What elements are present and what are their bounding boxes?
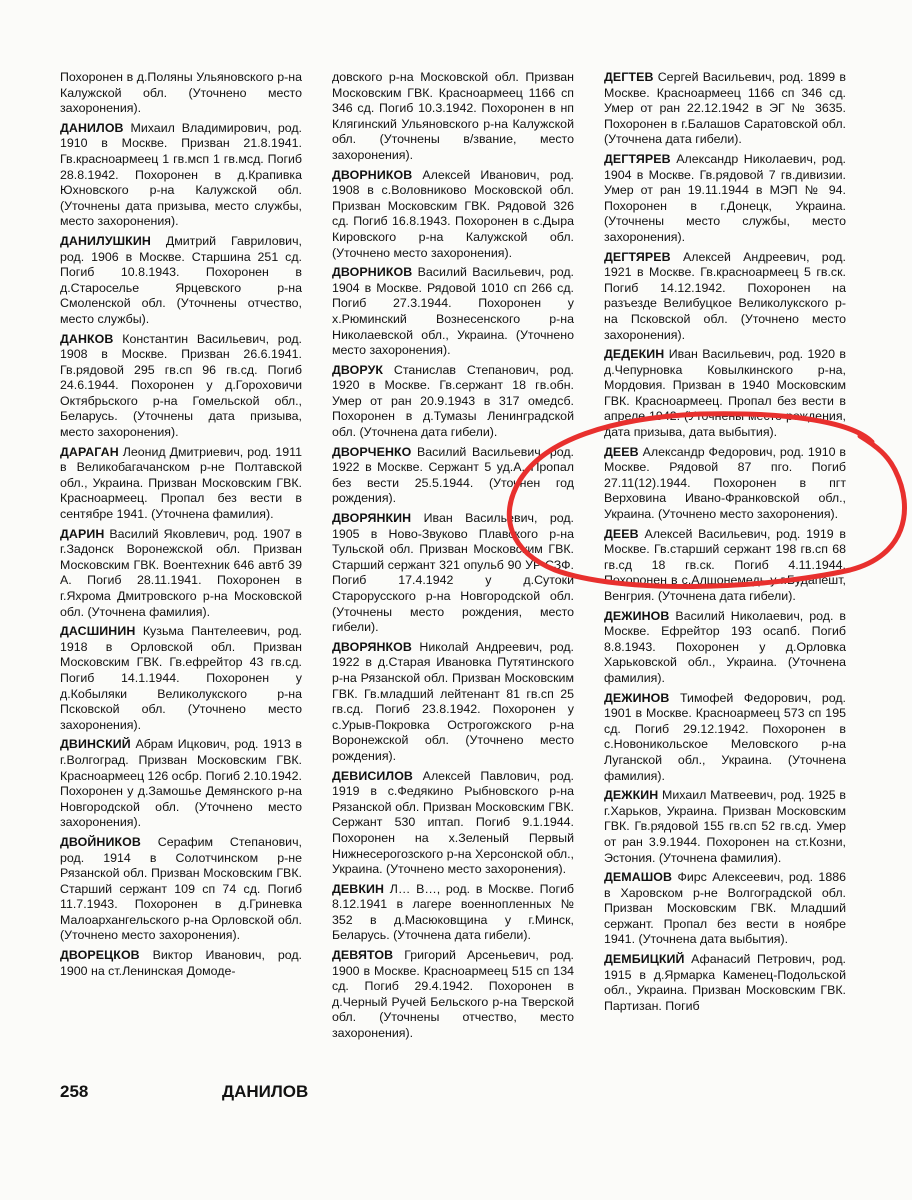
entry bbox=[60, 527, 302, 621]
entry bbox=[604, 70, 846, 148]
entry-text: Григорий Арсеньевич, род. 1900 в Москве. Красноармеец 515 сп 134 сд. Погиб 29.4.1942. Похоронен в д.Черный Ручей Бельского р-на Тверской обл. (Уточнены отчество, место захоронения). bbox=[332, 948, 574, 1041]
entry-surname: ДЕЕВ bbox=[604, 444, 639, 459]
text-column-2 bbox=[332, 70, 574, 1046]
entry bbox=[332, 948, 574, 1042]
entry-surname: ДЕМБИЦКИЙ bbox=[604, 952, 685, 967]
entry-surname: ДЕГТЯРЕВ bbox=[604, 249, 671, 264]
entry-text: Александр Николаевич, род. 1904 в Москве. Гв.рядовой 7 гв.дивизии. Умер от ран 19.11.1944 в МЭП № 94. Похоронен в г.Донецк, Украина. (Уточнены место службы, место захоронения). bbox=[604, 151, 846, 244]
entry-surname: ДВОРНИКОВ bbox=[332, 265, 413, 280]
running-head: ДАНИЛОВ bbox=[222, 1082, 309, 1101]
entry-text: Алексей Павлович, род. 1919 в с.Федякино Рыбновского р-на Рязанской обл. Призван Московским ГВК. Сержант 530 иптап. Погиб 9.1.1944. Похоронен на х.Зеленый Первый Нижнесерогозского р-на Херсонской обл., Украина. (Уточнено место захоронения). bbox=[332, 768, 574, 877]
entry bbox=[332, 511, 574, 636]
entry bbox=[332, 70, 574, 164]
entry-text: Абрам Ицкович, род. 1913 в г.Волгоград. Призван Московским ГВК. Красноармеец 126 осбр. Погиб 2.10.1942. Похоронен у д.Замошье Демянского р-на Новгородской обл. (Уточнено место захоронения). bbox=[60, 737, 302, 830]
entry-surname: ДЕЖКИН bbox=[604, 788, 659, 803]
entry-text: Виктор Иванович, род. 1900 на ст.Ленинская Домоде- bbox=[60, 948, 302, 978]
entry-surname: ДЕМАШОВ bbox=[604, 870, 673, 885]
entry-text: Леонид Дмитриевич, род. 1911 в Великобагачанском р-не Полтавской обл., Украина. Призван Московским ГВК. Красноармеец. Пропал без вести в сентябре 1941. (Уточнена фамилия). bbox=[60, 444, 302, 522]
entry bbox=[604, 691, 846, 785]
entry-text: Иван Васильевич, род. 1920 в д.Чепурновка Ковылкинского р-на, Мордовия. Призван в 1940 Московским ГВК. Красноармеец. Пропал без вести в апреле 1942. (Уточнены место рождения, дата призыва, дата выбытия). bbox=[604, 347, 846, 440]
entry-text: Василий Николаевич, род. в Москве. Ефрейтор 193 осапб. Погиб 8.8.1943. Похоронен у д.Орловка Харьковской обл., Украина. (Уточнена фамилия). bbox=[604, 608, 846, 685]
entry-text: Иван Васильевич, род. 1905 в Ново-Звуково Плавского р-на Тульской обл. Призван Московским ГВК. Старший сержант 321 опульб 90 УР СЗФ. Погиб 17.4.1942 у д.Сутоки Старорусского р-на Новгородской обл. (Уточнены место рождения, место гибели). bbox=[332, 511, 574, 635]
text-column-1 bbox=[60, 70, 302, 983]
entry-surname: ДВИНСКИЙ bbox=[60, 737, 131, 752]
entry bbox=[604, 347, 846, 441]
entry-surname: ДЕВЯТОВ bbox=[332, 948, 394, 963]
entry-surname: ДВОРНИКОВ bbox=[332, 167, 413, 182]
entry-surname: ДВОРЯНКИН bbox=[332, 511, 412, 526]
entry-surname: ДЕВИСИЛОВ bbox=[332, 768, 413, 783]
entry-text: Михаил Матвеевич, род. 1925 в г.Харьков, Украина. Призван Московским ГВК. Гв.рядовой 155 гв.сп 52 гв.сд. Умер от ран 3.9.1944. Похоронен на ст.Козни, Эстония. (Уточнена фамилия). bbox=[604, 788, 846, 865]
entry-text: Похоронен в д.Поляны Ульяновского р-на Калужской обл. (Уточнено место захоронения). bbox=[60, 70, 302, 116]
entry bbox=[604, 870, 846, 948]
entry bbox=[604, 152, 846, 246]
entry-surname: ДЕГТЯРЕВ bbox=[604, 151, 671, 166]
entry bbox=[60, 70, 302, 117]
entry-surname: ДАРАГАН bbox=[60, 444, 119, 459]
entry bbox=[332, 769, 574, 878]
entry-text: Дмитрий Гаврилович, род. 1906 в Москве. Старшина 251 сд. Погиб 10.8.1943. Похоронен в д.Староселье Ярцевского р-на Смоленской обл. (Уточнены отчество, место службы). bbox=[60, 233, 302, 326]
entry bbox=[60, 835, 302, 944]
entry bbox=[60, 737, 302, 831]
entry-surname: ДЕДЕКИН bbox=[604, 347, 665, 362]
entry bbox=[332, 882, 574, 944]
entry-surname: ДВОЙНИКОВ bbox=[60, 834, 141, 849]
entry bbox=[332, 640, 574, 765]
entry-text: Л… В…, род. в Москве. Погиб 8.12.1941 в лагере военнопленных № 352 в д.Масюковщина у г.Минск, Беларусь. (Уточнена дата гибели). bbox=[332, 881, 574, 943]
entry-surname: ДВОРЧЕНКО bbox=[332, 444, 412, 459]
entry-text: Алексей Андреевич, род. 1921 в Москве. Гв.красноармеец 5 гв.ск. Погиб 14.12.1942. Похоронен на разъезде Велибуцкое Великолукского р-на Псковской обл. (Уточнено место захоронения). bbox=[604, 249, 846, 342]
entry bbox=[60, 948, 302, 979]
entry-text: Серафим Степанович, род. 1914 в Солотчинском р-не Рязанской обл. Призван Московским ГВК. Старший сержант 109 сп 74 сд. Погиб 11.7.1943. Похоронен в д.Гриневка Малоархангельского р-на Орловской обл. (Уточнено место захоронения). bbox=[60, 834, 302, 943]
entry-text: Василий Яковлевич, род. 1907 в г.Задонск Воронежской обл. Призван Московским ГВК. Воентехник 646 автб 39 А. Погиб 28.11.1941. Похоронен в г.Яхрома Дмитровского р-на Московской обл. (Уточнена фамилия). bbox=[60, 526, 302, 619]
entry-surname: ДАНИЛУШКИН bbox=[60, 233, 151, 248]
text-column-3 bbox=[604, 70, 846, 1018]
entry bbox=[332, 363, 574, 441]
entry-text: Алексей Иванович, род. 1908 в с.Воловниково Московской обл. Призван Московским ГВК. Рядовой 326 сд. Погиб 16.8.1943. Похоронен в с.Дыра Кировского р-на Калужской обл. (Уточнено место захоронения). bbox=[332, 167, 574, 260]
entry-surname: ДВОРУК bbox=[332, 362, 384, 377]
entry bbox=[604, 527, 846, 605]
entry-surname: ДЕЕВ bbox=[604, 526, 639, 541]
entry-text: Кузьма Пантелеевич, род. 1918 в Орловской обл. Призван Московским ГВК. Гв.ефрейтор 43 гв.сд. Погиб 14.1.1944. Похоронен у д.Кобыляки Великолукского р-на Псковской обл. (Уточнено место захоронения). bbox=[60, 624, 302, 732]
entry-surname: ДВОРЕЦКОВ bbox=[60, 948, 140, 963]
entry-text: Александр Федорович, род. 1910 в Москве. Рядовой 87 пго. Погиб 27.11(12).1944. Похоронен в пгт Верховина Ивано-Франковской обл., Украина. (Уточнено место захоронения). bbox=[604, 444, 846, 522]
entry bbox=[604, 952, 846, 1014]
entry-surname: ДАРИН bbox=[60, 526, 105, 541]
entry-text: Фирс Алексеевич, род. 1886 в Харовском р-не Волгоградской обл. Призван Московским ГВК. Младший сержант. Пропал без вести в ноябре 1941. (Уточнена дата выбытия). bbox=[604, 870, 846, 947]
page-number: 258 bbox=[60, 1082, 89, 1101]
entry bbox=[60, 445, 302, 523]
entry-surname: ДЕВКИН bbox=[332, 881, 385, 896]
entry-text: Сергей Васильевич, род. 1899 в Москве. Красноармеец 1166 сп 346 сд. Умер от ран 22.12.1942 в ЭГ № 3635. Похоронен в г.Балашов Саратовской обл. (Уточнена дата гибели). bbox=[604, 70, 846, 147]
entry-surname: ДВОРЯНКОВ bbox=[332, 639, 412, 654]
entry bbox=[60, 121, 302, 230]
entry-text: Василий Васильевич, род. 1922 в Москве. Сержант 5 уд.А. Пропал без вести 25.5.1944. (Уточнен год рождения). bbox=[332, 444, 574, 506]
entry-highlighted bbox=[604, 445, 846, 523]
entry-surname: ДЕГТЕВ bbox=[604, 70, 654, 84]
entry bbox=[332, 445, 574, 507]
entry-text: Станислав Степанович, род. 1920 в Москве. Гв.сержант 18 гв.обн. Умер от ран 20.9.1943 в 317 омедсб. Похоронен в д.Тумазы Ленинградской обл. (Уточнена дата гибели). bbox=[332, 362, 574, 440]
entry-surname: ДАНИЛОВ bbox=[60, 120, 124, 135]
entry bbox=[332, 168, 574, 262]
entry-surname: ДЕЖИНОВ bbox=[604, 608, 670, 623]
entry bbox=[332, 265, 574, 359]
entry bbox=[604, 788, 846, 866]
entry-surname: ДАНКОВ bbox=[60, 331, 114, 346]
entry-text: Василий Васильевич, род. 1904 в Москве. Рядовой 1010 сп 266 сд. Погиб 27.3.1944. Похоронен у х.Рюминский Вознесенского р-на Николаевской обл., Украина. (Уточнено место захоронения). bbox=[332, 265, 574, 358]
entry-text: Николай Андреевич, род. 1922 в д.Старая Ивановка Путятинского р-на Рязанской обл. Призван Московским ГВК. Гв.младший лейтенант 81 гв.сп 25 гв.сд. Погиб 23.8.1942. Похоронен у с.Урыв-Покровка Острогожского р-на Воронежской обл. (Уточнено место рождения). bbox=[332, 639, 574, 763]
entry-text: Алексей Васильевич, род. 1919 в Москве. Гв.старший сержант 198 гв.сп 68 гв.сд 18 гв.ск. Погиб 4.11.1944. Похоронен в с.Алшонемедь у г.Будапешт, Венгрия. (Уточнена дата гибели). bbox=[604, 526, 846, 603]
entry-text: Тимофей Федорович, род. 1901 в Москве. Красноармеец 573 сп 195 сд. Погиб 29.12.1942. Похоронен в с.Новоникольское Меловского р-на Луганской обл., Украина. (Уточнена фамилия). bbox=[604, 690, 846, 783]
entry bbox=[604, 250, 846, 344]
entry-text: Михаил Владимирович, род. 1910 в Москве. Призван 21.8.1941. Гв.красноармеец 1 гв.мсп 1 гв.мсд. Погиб 28.8.1942. Похоронен в д.Крапивка Юхновского р-на Калужской обл. (Уточнены дата призыва, место службы, место захоронения). bbox=[60, 120, 302, 229]
entry bbox=[60, 234, 302, 328]
entry bbox=[604, 609, 846, 687]
entry-surname: ДАСШИНИН bbox=[60, 624, 136, 639]
entry-text: Афанасий Петрович, род. 1915 в д.Ярмарка Каменец-Подольской обл., Украина. Призван Московским ГВК. Партизан. Погиб bbox=[604, 952, 846, 1013]
entry bbox=[60, 332, 302, 441]
entry bbox=[60, 624, 302, 733]
entry-surname: ДЕЖИНОВ bbox=[604, 690, 670, 705]
entry-text: довского р-на Московской обл. Призван Московским ГВК. Красноармеец 1166 сп 346 сд. Погиб 10.3.1942. Похоронен в нп Клягинский Ульяновского р-на Калужской обл. (Уточнены в/звание, место захоронения). bbox=[332, 70, 574, 162]
entry-text: Константин Васильевич, род. 1908 в Москве. Призван 26.6.1941. Гв.рядовой 295 гв.сп 96 гв.сд. Погиб 24.6.1944. Похоронен у д.Гороховичи Октябрьского р-на Гомельской обл., Беларусь. (Уточнены дата призыва, место захоронения). bbox=[60, 331, 302, 440]
